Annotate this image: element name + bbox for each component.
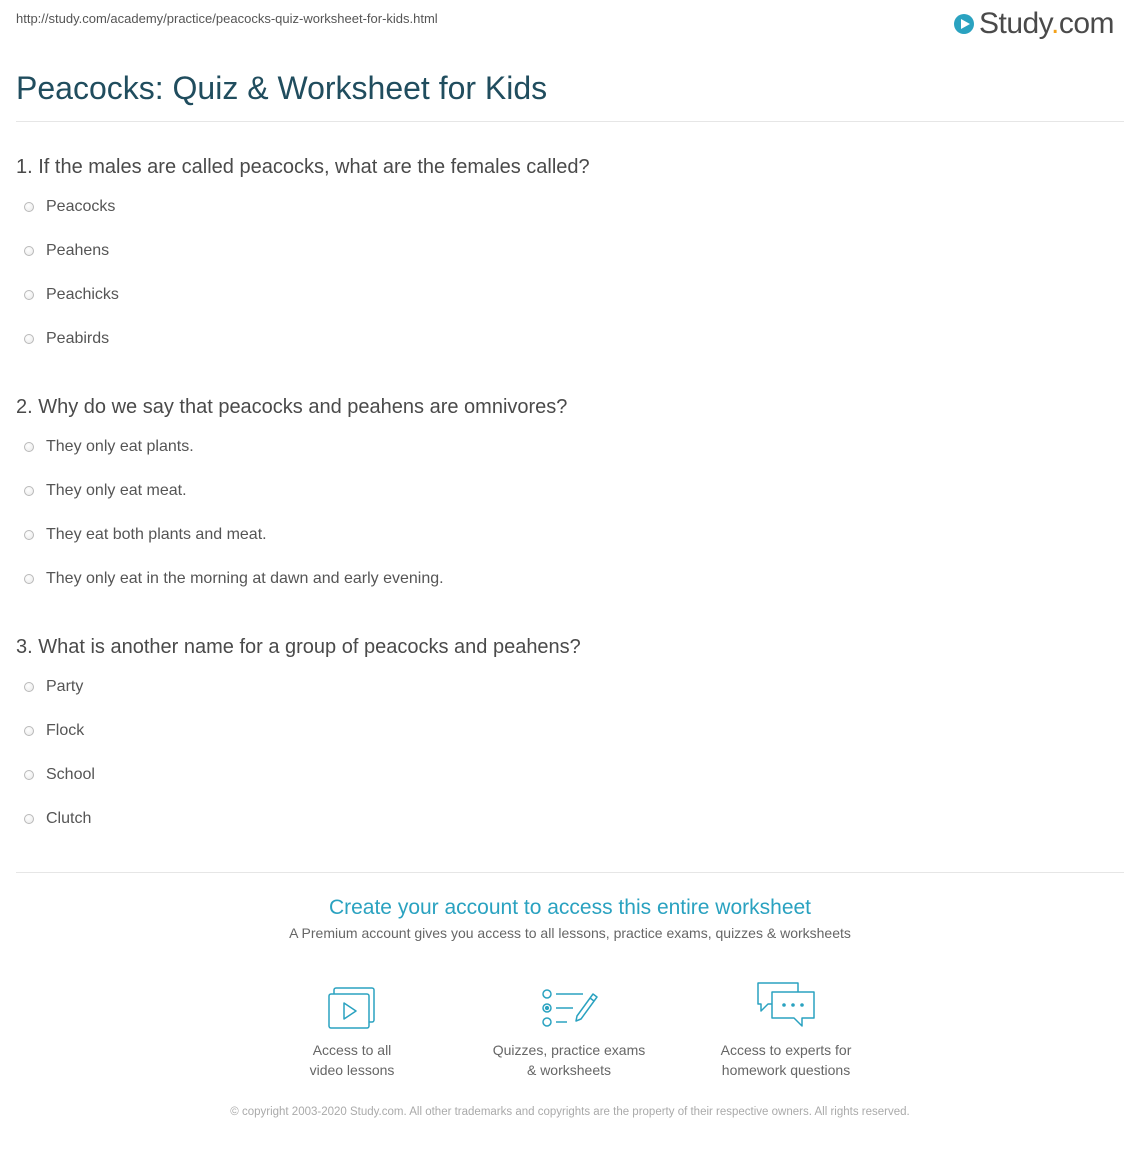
answer-option[interactable]: Peachicks xyxy=(24,286,119,304)
study-logo[interactable] xyxy=(953,6,1114,42)
quiz-checklist-icon xyxy=(539,986,599,1032)
feature-caption: Access to experts for xyxy=(720,1042,852,1058)
radio-button[interactable] xyxy=(24,770,34,780)
question-text: 1. If the males are called peacocks, what are the females called? xyxy=(16,156,590,178)
answer-option[interactable]: Clutch xyxy=(24,810,91,828)
feature-experts xyxy=(676,976,896,1080)
feature-caption: video lessons xyxy=(309,1062,395,1078)
radio-button[interactable] xyxy=(24,682,34,692)
answer-option[interactable]: School xyxy=(24,766,95,784)
create-account-link[interactable]: Create your account to access this entire worksheet xyxy=(328,896,812,919)
radio-button[interactable] xyxy=(24,530,34,540)
answer-option[interactable]: Party xyxy=(24,678,83,696)
feature-caption: & worksheets xyxy=(526,1062,612,1078)
radio-button[interactable] xyxy=(24,246,34,256)
radio-button[interactable] xyxy=(24,486,34,496)
feature-quizzes xyxy=(459,976,679,1080)
answer-option[interactable]: Flock xyxy=(24,722,84,740)
feature-video-lessons xyxy=(242,976,462,1080)
feature-caption: Access to all xyxy=(312,1042,392,1058)
question-text: 2. Why do we say that peacocks and peahens are omnivores? xyxy=(16,396,568,418)
radio-button[interactable] xyxy=(24,574,34,584)
answer-option[interactable]: Peabirds xyxy=(24,330,109,348)
radio-button[interactable] xyxy=(24,442,34,452)
question-2 xyxy=(16,395,568,587)
copyright-notice: © copyright 2003-2020 Study.com. All other trademarks and copyrights are the property of their respective owners. All rights reserved. xyxy=(230,1106,910,1118)
page-title: Peacocks: Quiz & Worksheet for Kids xyxy=(16,70,548,106)
question-1 xyxy=(16,155,590,347)
expert-chat-icon xyxy=(754,980,818,1032)
question-text: 3. What is another name for a group of peacocks and peahens? xyxy=(16,636,581,658)
radio-button[interactable] xyxy=(24,290,34,300)
answer-option[interactable]: They eat both plants and meat. xyxy=(24,526,267,544)
divider xyxy=(16,121,1124,122)
feature-caption: Quizzes, practice exams xyxy=(492,1042,646,1058)
radio-button[interactable] xyxy=(24,726,34,736)
radio-button[interactable] xyxy=(24,814,34,824)
premium-description: A Premium account gives you access to all lessons, practice exams, quizzes & worksheets xyxy=(289,925,851,941)
answer-option[interactable]: They only eat meat. xyxy=(24,482,187,500)
play-logo-icon xyxy=(953,13,975,35)
radio-button[interactable] xyxy=(24,334,34,344)
video-lessons-icon xyxy=(326,986,378,1032)
answer-option[interactable]: Peacocks xyxy=(24,198,115,216)
divider xyxy=(16,872,1124,873)
logo-wordmark: Study.com xyxy=(978,7,1114,40)
page-url: http://study.com/academy/practice/peacocks-quiz-worksheet-for-kids.html xyxy=(16,11,438,26)
question-3 xyxy=(16,635,581,827)
answer-option[interactable]: They only eat plants. xyxy=(24,438,194,456)
answer-option[interactable]: Peahens xyxy=(24,242,109,260)
feature-caption: homework questions xyxy=(721,1062,851,1078)
radio-button[interactable] xyxy=(24,202,34,212)
answer-option[interactable]: They only eat in the morning at dawn and early evening. xyxy=(24,570,444,588)
